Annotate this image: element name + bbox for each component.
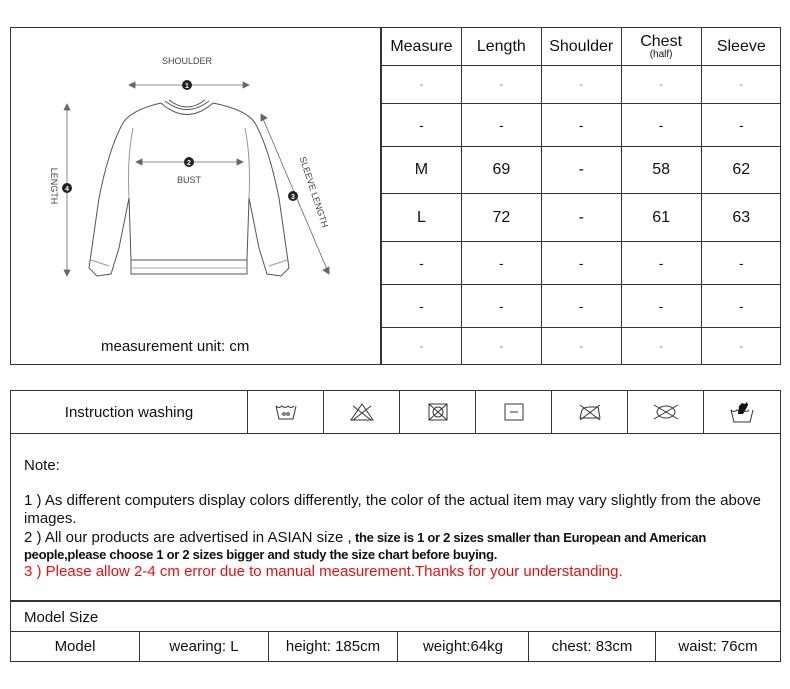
sweater-diagram [11,28,381,364]
header-chest-sub: (half) [649,48,673,60]
table-cell: 69 [461,146,541,194]
table-row [382,242,782,285]
table-row [382,103,782,146]
measurement-unit-note: measurement unit: cm [101,338,250,355]
table-cell: - [382,66,462,104]
table-cell: - [461,66,541,104]
washing-instructions-panel [10,390,781,434]
header-shoulder: Shoulder [541,28,621,66]
model-cell-waist: waist: 76cm [656,632,781,662]
table-cell: - [382,285,462,328]
sleeve-length-label: SLEEVE LENGTH [297,155,331,229]
washing-table [11,391,780,433]
table-row [382,327,782,364]
marker-1-text: 1 [185,83,189,90]
table-cell: - [382,327,462,364]
marker-4-text: 4 [65,186,69,193]
note-item-2-prefix: 2 ) All our products are advertised in ASIAN size , [24,529,352,546]
sweater-outline-illustration [11,28,379,328]
model-size-table [11,631,780,661]
table-row [382,146,782,194]
table-cell: - [541,327,621,364]
model-cell-wearing: wearing: L [140,632,269,662]
size-table [381,28,781,364]
table-cell: - [541,66,621,104]
table-cell: - [621,285,701,328]
table-cell: 58 [621,146,701,194]
no-bleach-icon [324,391,400,433]
table-cell: - [461,103,541,146]
table-cell: - [541,146,621,194]
table-cell: - [541,242,621,285]
no-tumble-dry-icon [400,391,476,433]
washing-label: Instruction washing [64,403,194,421]
note-item-3: 3 ) Please allow 2-4 cm error due to manual measurement.Thanks for your understanding. [24,563,623,580]
note-item-2-rest: the size is 1 or 2 sizes smaller than European and American people,please choose 1 or 2 sizes bigger and study the size chart before buying. [24,530,706,562]
table-cell: - [621,327,701,364]
table-cell: - [382,103,462,146]
marker-2-text: 2 [187,160,191,167]
table-cell: - [541,103,621,146]
model-cell-weight: weight:64kg [398,632,529,662]
model-cell-height: height: 185cm [269,632,398,662]
bust-label: BUST [176,175,202,185]
model-cell-label: Model [11,632,140,662]
table-cell: - [541,194,621,242]
no-dry-clean-icon [628,391,704,433]
table-cell: 72 [461,194,541,242]
table-row [382,66,782,104]
header-chest-label: Chest [640,32,683,50]
table-cell: - [701,285,781,328]
table-cell: - [701,66,781,104]
table-cell: - [461,242,541,285]
note-item-1: 1 ) As different computers display colors differently, the color of the actual item may vary slightly from the above images. [24,492,762,527]
table-cell: - [621,242,701,285]
size-table-header [382,28,782,66]
header-chest [621,28,701,66]
shoulder-label: SHOULDER [161,56,213,66]
model-size-title: Model Size [24,609,99,626]
table-cell: - [382,242,462,285]
table-row [382,285,782,328]
table-cell: - [621,103,701,146]
table-cell: - [701,103,781,146]
dry-flat-icon [476,391,552,433]
model-size-panel [10,601,781,662]
size-chart-panel [10,27,781,365]
model-cell-chest: chest: 83cm [529,632,656,662]
table-cell: - [621,66,701,104]
wash-30-icon [248,391,324,433]
hand-wash-icon [704,391,780,433]
table-cell: 61 [621,194,701,242]
table-cell: - [701,242,781,285]
table-cell: 62 [701,146,781,194]
table-cell: - [701,327,781,364]
header-measure: Measure [382,28,462,66]
table-cell: M [382,146,462,194]
table-row [11,632,780,662]
marker-3-text: 3 [291,194,295,201]
table-cell: 63 [701,194,781,242]
table-cell: - [461,327,541,364]
table-cell: - [541,285,621,328]
no-iron-icon [552,391,628,433]
note-item-2 [24,529,776,563]
length-label: LENGTH [49,167,59,205]
table-row [382,194,782,242]
table-cell: L [382,194,462,242]
note-title: Note: [24,457,60,474]
header-sleeve: Sleeve [701,28,781,66]
header-length: Length [461,28,541,66]
notes-panel [10,434,781,601]
table-cell: - [461,285,541,328]
